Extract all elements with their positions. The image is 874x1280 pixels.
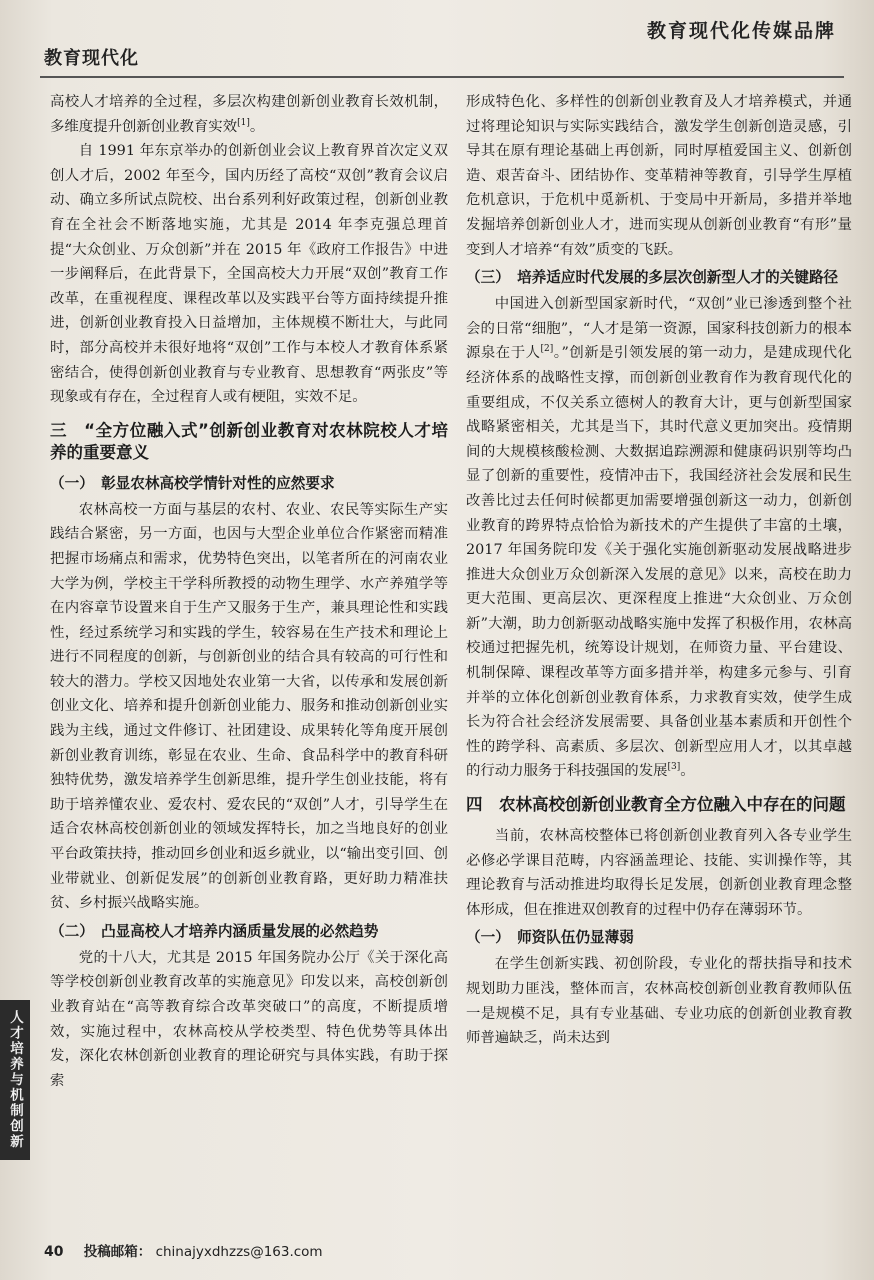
- paragraph: [466, 292, 852, 784]
- paragraph: [50, 90, 448, 139]
- section-side-tab: 人才培养与机制创新: [0, 1000, 30, 1160]
- paragraph: 党的十八大，尤其是 2015 年国务院办公厅《关于深化高等学校创新创业教育改革的实施意见》印发以来，高校创新创业教育站在“高等教育综合改革突破口”的高度，不断提质增效，实施过程中，农林高校从学校类型、特色优势等具体出发，深化农林创新创业教育的理论研究与具体实践，有助于探索: [50, 949, 448, 1089]
- email-label: 投稿邮箱：: [83, 1244, 152, 1260]
- paragraph: 形成特色化、多样性的创新创业教育及人才培养模式，并通过将理论知识与实际实践结合，激发学生创新创造灵感，引导其在原有理论基础上再创新，同时厚植爱国主义、创新创造、艰苦奋斗、团结协作、变革精神等教育，引导学生厚植危机意识，于危机中觅新机、于变局中开新局，多措并举地发掘培养创新创业人才，进而实现从创新创业教育“有形”量变到人才培养“有效”质变的飞跃。: [466, 94, 852, 258]
- citation-ref: [2]: [540, 344, 554, 355]
- paragraph-text: 中国进入创新型国家新时代，“双创”业已渗透到整个社会的日常“细胞”，“人才是第一资源，国家科技创新力的根本源泉在于人: [466, 296, 852, 362]
- paragraph: 在学生创新实践、初创阶段，专业化的帮扶指导和技术规划助力匪浅，整体而言，农林高校创新创业教育教师队伍一是规模不足，具有专业基础、专业功底的创新创业教育教师普遍缺乏，尚未达到: [466, 956, 852, 1047]
- header-brand-slogan: 教育现代化传媒品牌: [646, 20, 836, 42]
- section-title: 四 农林高校创新创业教育全方位融入中存在的问题: [466, 795, 846, 815]
- citation-ref: [3]: [667, 762, 681, 773]
- page-number: 40: [44, 1244, 64, 1260]
- header-divider: [40, 76, 844, 78]
- right-column: [466, 90, 852, 1230]
- section-title: 三 “全方位融入式”创新创业教育对农林院校人才培养的重要意义: [50, 420, 448, 462]
- subsection-title: （一） 彰显农林高校学情针对性的应然要求: [50, 474, 335, 492]
- subsection-title: （二） 凸显高校人才培养内涵质量发展的必然趋势: [50, 922, 379, 940]
- paragraph: 当前，农林高校整体已将创新创业教育列入各专业学生必修必学课目范畴，内容涵盖理论、技能、实训操作等，其理论教育与活动推进均取得长足发展，创新创业教育理念整体形成，但在推进双创教育的过程中仍存在薄弱环节。: [466, 828, 852, 918]
- header-journal-name: 教育现代化: [44, 48, 139, 69]
- paragraph-text: 。”创新是引领发展的第一动力，是建成现代化经济体系的战略性支撑，而创新创业教育作为教育现代化的重要组成，不仅关系立德树人的教育大计，更与创新型国家战略紧密相关，尤其是当下，其时代意义更加突出。疫情期间的大规模核酸检测、大数据追踪溯源和健康码识别等均凸显了创新的重要性，疫情冲击下，我国经济社会发展和民生改善比过去任何时候都更加需要增强创新这一动力，创新创业教育的跨界特点恰恰为新技术的产生提供了丰富的土壤，2017 年国务院印发《关于强化实施创新驱动发展战略进步推进大众创业万众创新深入发展的意见》以来，高校在助力更大范围、更高层次、更深程度上推进“大众创业、万众创新”大潮，助力创新驱动战略实施中发挥了积极作用，农林高校通过把握先机，统筹设计规划，在师资力量、平台建设、机制保障、课程改革等方面多措并举，构建多元参与、引育并举的立体化创新创业教育体系，力求教育实效，使学生成长为符合社会经济发展需要、具备创业基本素质和开创性个性的跨学科、高素质、多层次、创新型应用人才，以其卓越的行动力服务于科技强国的发展: [466, 345, 852, 780]
- paragraph-end: 。: [680, 763, 695, 780]
- subsection-title: （一） 师资队伍仍显薄弱: [466, 929, 634, 947]
- paragraph-text: 高校人才培养的全过程，多层次构建创新创业教育长效机制，多维度提升创新创业教育实效: [50, 94, 448, 135]
- paragraph-end: 。: [249, 118, 265, 135]
- left-column: [50, 90, 448, 1230]
- paragraph: 自 1991 年东京举办的创新创业会议上教育界首次定义双创人才后，2002 年至今，国内历经了高校“双创”教育会议启动、确立多所试点院校、出台系列利好政策过程，创新创业教育在全社会不断落地实施，尤其是 2014 年李克强总理首提“大众创业、万众创新”并在 2015 年《政府工作报告》中进一步阐释后，在此背景下，全国高校大力开展“双创”教育工作改革，在重视程度、课程改革以及实践平台等方面持续提升推进，创新创业教育投入日益增加，主体规模不断壮大，与此同时，部分高校并未很好地将“双创”工作与本校人才教育体系紧密结合，使得创新创业教育与专业教育、思想教育“两张皮”等现象或有存在，全过程育人或有梗阻，实效不足。: [50, 143, 448, 406]
- page-footer: [44, 1240, 323, 1260]
- citation-ref: [1]: [237, 117, 250, 128]
- subsection-title: （三） 培养适应时代发展的多层次创新型人才的关键路径: [466, 269, 839, 287]
- submission-email: chinajyxdhzzs@163.com: [155, 1244, 323, 1260]
- paragraph: 农林高校一方面与基层的农村、农业、农民等实际生产实践结合紧密，另一方面，也因与大型企业单位合作紧密而精准把握市场痛点和需求，优势特色突出，以笔者所在的河南农业大学为例，学校主干学科所教授的动物生理学、水产养殖学等在内容章节设置来自于生产又服务于生产，兼具理论性和实践性，经过系统学习和实践的学生，较容易在生产技术和理论上进行不同程度的创新，与创新创业的结合具有较高的可行性和较大的潜力。学校又因地处农业第一大省，以传承和发展创新创业文化、培养和提升创新创业能力、服务和推动创新创业实践为主线，通过文件修订、社团建设、成果转化等角度开展创新创业教育训练，彰显在农业、生命、食品科学中的教育科研独特优势，激发培养学生创新思维，提升学生创业技能，将有助于培养懂农业、爱农村、爱农民的“双创”人才，引导学生在适合农林高校创新创业的领域发挥特长，加之当地良好的创业平台政策扶持，推动回乡创业和返乡就业，以“输出变引回、创业带就业、创新促发展”的创新创业教育路，更好助力精准扶贫、乡村振兴战略实施。: [50, 501, 448, 912]
